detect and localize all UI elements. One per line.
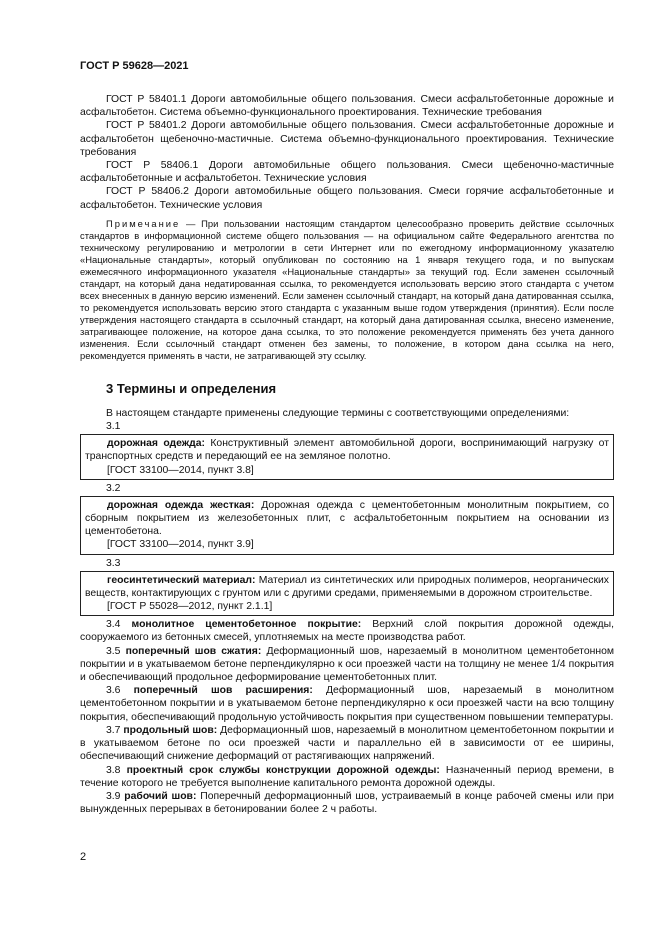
term-box (80, 496, 614, 555)
term-entry (80, 684, 614, 724)
term-name: проектный срок службы конструкции дорожной одежды: (126, 764, 440, 776)
term-text: Конструктивный элемент автомобильной дороги, воспринимающий нагрузку от транспортных средств и передающий ее на земляное полотно. (85, 438, 609, 463)
term-name: поперечный шов расширения: (133, 685, 313, 697)
document-id: ГОСТ Р 59628—2021 (80, 60, 189, 72)
note-label: Примечание (106, 217, 181, 229)
term-name: продольный шов: (123, 724, 218, 736)
page-number: 2 (80, 851, 87, 863)
term-definition (85, 499, 609, 539)
term-name: монолитное цементобетонное покрытие: (131, 619, 362, 631)
term-number: 3.1 (106, 421, 121, 433)
term-number: 3.2 (106, 482, 121, 494)
term-text: Поперечный деформационный шов, устраиваемый в конце рабочей смены или при вынужденных перерывах в бетонировании более 2 ч работы. (80, 790, 614, 816)
term-source: [ГОСТ Р 55028—2012, пункт 2.1.1] (107, 601, 273, 613)
term-definition (85, 437, 609, 463)
term-box (80, 434, 614, 480)
term-definition (85, 574, 609, 600)
reference-item: ГОСТ Р 58406.2 Дороги автомобильные общего пользования. Смеси горячие асфальтобетонные и асфальтобетон. Технические условия (80, 186, 614, 211)
term-source: [ГОСТ 33100—2014, пункт 3.9] (107, 539, 254, 551)
term-name: рабочий шов: (124, 790, 197, 802)
term-number: 3.8 (106, 764, 121, 776)
term-number: 3.6 (106, 685, 121, 697)
term-name: поперечный шов сжатия: (125, 645, 262, 657)
term-text: Деформационный шов, нарезаемый в монолитном цементобетонном покрытии и в укатываемом бетоне перпендикулярно к оси проезжей части на толщину не менее 1/4 покрытия и обеспечивающий продольное деформирование цементобетонных плит. (80, 645, 614, 684)
term-name: дорожная одежда: (107, 438, 205, 450)
note-paragraph (80, 218, 614, 362)
term-box (80, 571, 614, 617)
term-text: Дорожная одежда с цементобетонным монолитным покрытием, со сборным покрытием из железобетонных плит, с асфальтобетонным покрытием на основании из цементобетона. (85, 499, 609, 538)
term-text: Деформационный шов, нарезаемый в монолитном цементобетонном покрытии и в укатываемом бетоне по оси проезжей части и параллельно ей в зависимости от ее ширины, обеспечивающий снижение деформаций от растягивающих напряжений. (80, 724, 615, 763)
reference-item: ГОСТ Р 58401.2 Дороги автомобильные общего пользования. Смеси асфальтобетонные дорожные и асфальтобетон щебеночно-мастичные. Система объемно-функционального проектирования. Технические требования (80, 120, 614, 158)
term-entry (80, 724, 614, 764)
term-entry (80, 790, 614, 816)
term-entry (80, 618, 614, 644)
term-source: [ГОСТ 33100—2014, пункт 3.8] (107, 464, 254, 476)
term-number: 3.9 (106, 790, 121, 802)
term-text: Верхний слой покрытия дорожной одежды, сооружаемого из бетонных смесей, уплотняемых на месте производства работ. (80, 619, 614, 644)
document-body (80, 93, 614, 816)
term-number: 3.5 (106, 645, 121, 657)
term-entry (80, 645, 614, 685)
note-text: — При пользовании настоящим стандартом целесообразно проверить действие ссылочных стандартов в информационной системе общего пользования — на официальном сайте Федерального агентства по техническому регулированию и метрологии в сети Интернет или по ежегодному информационному указателю «Национальные стандарты», который опубликован по состоянию на 1 января текущего года, и по выпускам ежемесячного информационного указателя «Национальные стандарты» за текущий год. Если заменен ссылочный стандарт, на который дана недатированная ссылка, то рекомендуется использовать версию этого стандарта с учетом всех внесенных в данную версию изменений. Если заменен ссылочный стандарт, на который дана датированная ссылка, то рекомендуется использовать версию этого стандарта с указанным выше годом утверждения (принятия). Если после утверждения настоящего стандарта в ссылочный стандарт, на который дана датированная ссылка, внесено изменение, затрагивающее положение, на которое дана ссылка, то это положение рекомендуется применять без учета данного изменения. Если ссылочный стандарт отменен без замены, то положение, в котором дана ссылка на него, рекомендуется применять в части, не затрагивающей эту ссылку. (80, 217, 614, 361)
term-text: Назначенный период времени, в течение которого не требуется выполнение капитального ремонта дорожной одежды. (80, 764, 614, 789)
term-number: 3.7 (106, 724, 121, 736)
term-name: геосинтетический материал: (107, 574, 256, 586)
term-number: 3.4 (106, 619, 121, 631)
term-entry (80, 764, 614, 790)
term-name: дорожная одежда жесткая: (107, 499, 255, 511)
section-title: 3 Термины и определения (106, 380, 277, 396)
term-text: Материал из синтетических или природных полимеров, неорганических веществ, контактирующих с грунтом или с другими средами, применяемыми в дорожном строительстве. (85, 574, 609, 599)
reference-item: ГОСТ Р 58406.1 Дороги автомобильные общего пользования. Смеси щебеночно-мастичные асфальтобетонные и асфальтобетон. Технические условия (80, 160, 614, 185)
section-intro: В настоящем стандарте применены следующие термины с соответствующими определениями: (106, 408, 570, 420)
term-text: Деформационный шов, нарезаемый в монолитном цементобетонном покрытии и в укатываемом бетоне перпендикулярно к оси проезжей части на всю толщину покрытия, обеспечивающий продольную устойчивость покрытия при существенном повышении температуры. (80, 685, 615, 723)
reference-item: ГОСТ Р 58401.1 Дороги автомобильные общего пользования. Смеси асфальтобетонные дорожные и асфальтобетон. Система объемно-функционального проектирования. Технические требования (80, 94, 614, 119)
term-number: 3.3 (106, 557, 121, 569)
